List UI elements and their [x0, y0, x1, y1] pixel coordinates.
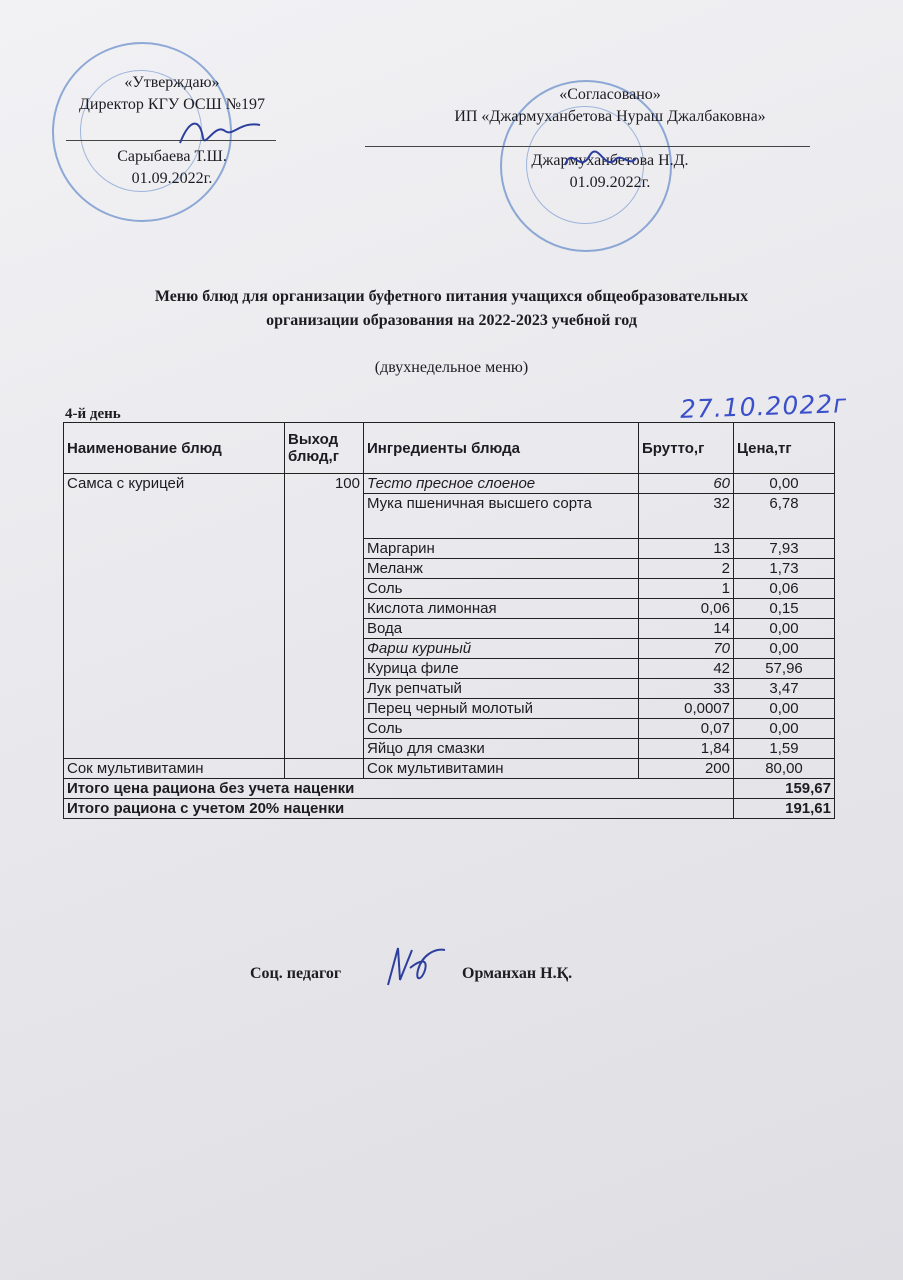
brutto-cell: 70 [639, 639, 734, 659]
approval-date: 01.09.2022г. [131, 170, 213, 187]
ingredient-cell: Лук репчатый [364, 679, 639, 699]
approval-position: Директор КГУ ОСШ №197 [79, 96, 265, 113]
table-header-row [64, 423, 835, 474]
price-cell: 6,78 [734, 494, 835, 539]
price-cell: 3,47 [734, 679, 835, 699]
dish-name: Сок мультивитамин [64, 759, 285, 779]
ingredient-cell: Кислота лимонная [364, 599, 639, 619]
brutto-cell: 33 [639, 679, 734, 699]
ingredient-cell: Соль [364, 579, 639, 599]
price-cell: 0,00 [734, 639, 835, 659]
footer-signature [380, 940, 450, 995]
table-row [64, 759, 835, 779]
total-row [64, 799, 835, 819]
price-cell: 57,96 [734, 659, 835, 679]
menu-table [63, 422, 835, 819]
handwritten-date: 27.10.2022г [679, 389, 848, 424]
agreement-org: ИП «Джармуханбетова Нураш Джалбаковна» [454, 108, 766, 125]
ingredient-cell: Перец черный молотый [364, 699, 639, 719]
table-row [64, 474, 835, 494]
footer-role: Соц. педагог [250, 965, 342, 982]
ingredient-cell: Меланж [364, 559, 639, 579]
brutto-cell: 1,84 [639, 739, 734, 759]
price-cell: 0,06 [734, 579, 835, 599]
approval-signature [175, 113, 265, 153]
brutto-cell: 0,0007 [639, 699, 734, 719]
price-cell: 0,00 [734, 719, 835, 739]
page-subtitle: (двухнедельное меню) [374, 359, 529, 376]
agreement-name: Джармуханбетова Н.Д. [531, 152, 689, 169]
price-cell: 0,00 [734, 474, 835, 494]
ingredient-cell: Сок мультивитамин [364, 759, 639, 779]
ingredient-cell: Тесто пресное слоеное [364, 474, 639, 494]
price-cell: 0,00 [734, 619, 835, 639]
price-cell: 80,00 [734, 759, 835, 779]
day-label: 4-й день [65, 406, 121, 422]
brutto-cell: 0,07 [639, 719, 734, 739]
header-price: Цена,тг [734, 423, 835, 474]
page-title [40, 285, 863, 333]
total-label: Итого рациона с учетом 20% наценки [64, 799, 734, 819]
title-line-1: Меню блюд для организации буфетного питания учащихся общеобразовательных [154, 288, 749, 305]
price-cell: 1,73 [734, 559, 835, 579]
total-value: 191,61 [734, 799, 835, 819]
agreement-title: «Согласовано» [559, 86, 661, 103]
brutto-cell: 2 [639, 559, 734, 579]
ingredient-cell: Курица филе [364, 659, 639, 679]
header-name: Наименование блюд [64, 423, 285, 474]
dish-name: Самса с курицей [64, 474, 285, 759]
brutto-cell: 32 [639, 494, 734, 539]
agreement-date: 01.09.2022г. [569, 174, 651, 191]
brutto-cell: 1 [639, 579, 734, 599]
brutto-cell: 0,06 [639, 599, 734, 619]
header-ingredients: Ингредиенты блюда [364, 423, 639, 474]
brutto-cell: 13 [639, 539, 734, 559]
ingredient-cell: Маргарин [364, 539, 639, 559]
dish-output [285, 759, 364, 779]
price-cell: 0,15 [734, 599, 835, 619]
price-cell: 1,59 [734, 739, 835, 759]
brutto-cell: 200 [639, 759, 734, 779]
price-cell: 0,00 [734, 699, 835, 719]
approval-name: Сарыбаева Т.Ш. [117, 148, 227, 165]
header-brutto: Брутто,г [639, 423, 734, 474]
agreement-signature [560, 140, 640, 180]
ingredient-cell: Мука пшеничная высшего сорта [364, 494, 639, 539]
approval-title: «Утверждаю» [124, 74, 220, 91]
ingredient-cell: Яйцо для смазки [364, 739, 639, 759]
ingredient-cell: Соль [364, 719, 639, 739]
dish-output: 100 [285, 474, 364, 759]
total-label: Итого цена рациона без учета наценки [64, 779, 734, 799]
ingredient-cell: Фарш куриный [364, 639, 639, 659]
price-cell: 7,93 [734, 539, 835, 559]
footer-name: Орманхан Н.Қ. [462, 965, 573, 982]
brutto-cell: 60 [639, 474, 734, 494]
ingredient-cell: Вода [364, 619, 639, 639]
brutto-cell: 42 [639, 659, 734, 679]
total-row [64, 779, 835, 799]
total-value: 159,67 [734, 779, 835, 799]
brutto-cell: 14 [639, 619, 734, 639]
title-line-2: организации образования на 2022-2023 учебной год [266, 312, 637, 329]
header-output: Выход блюд,г [285, 423, 364, 474]
